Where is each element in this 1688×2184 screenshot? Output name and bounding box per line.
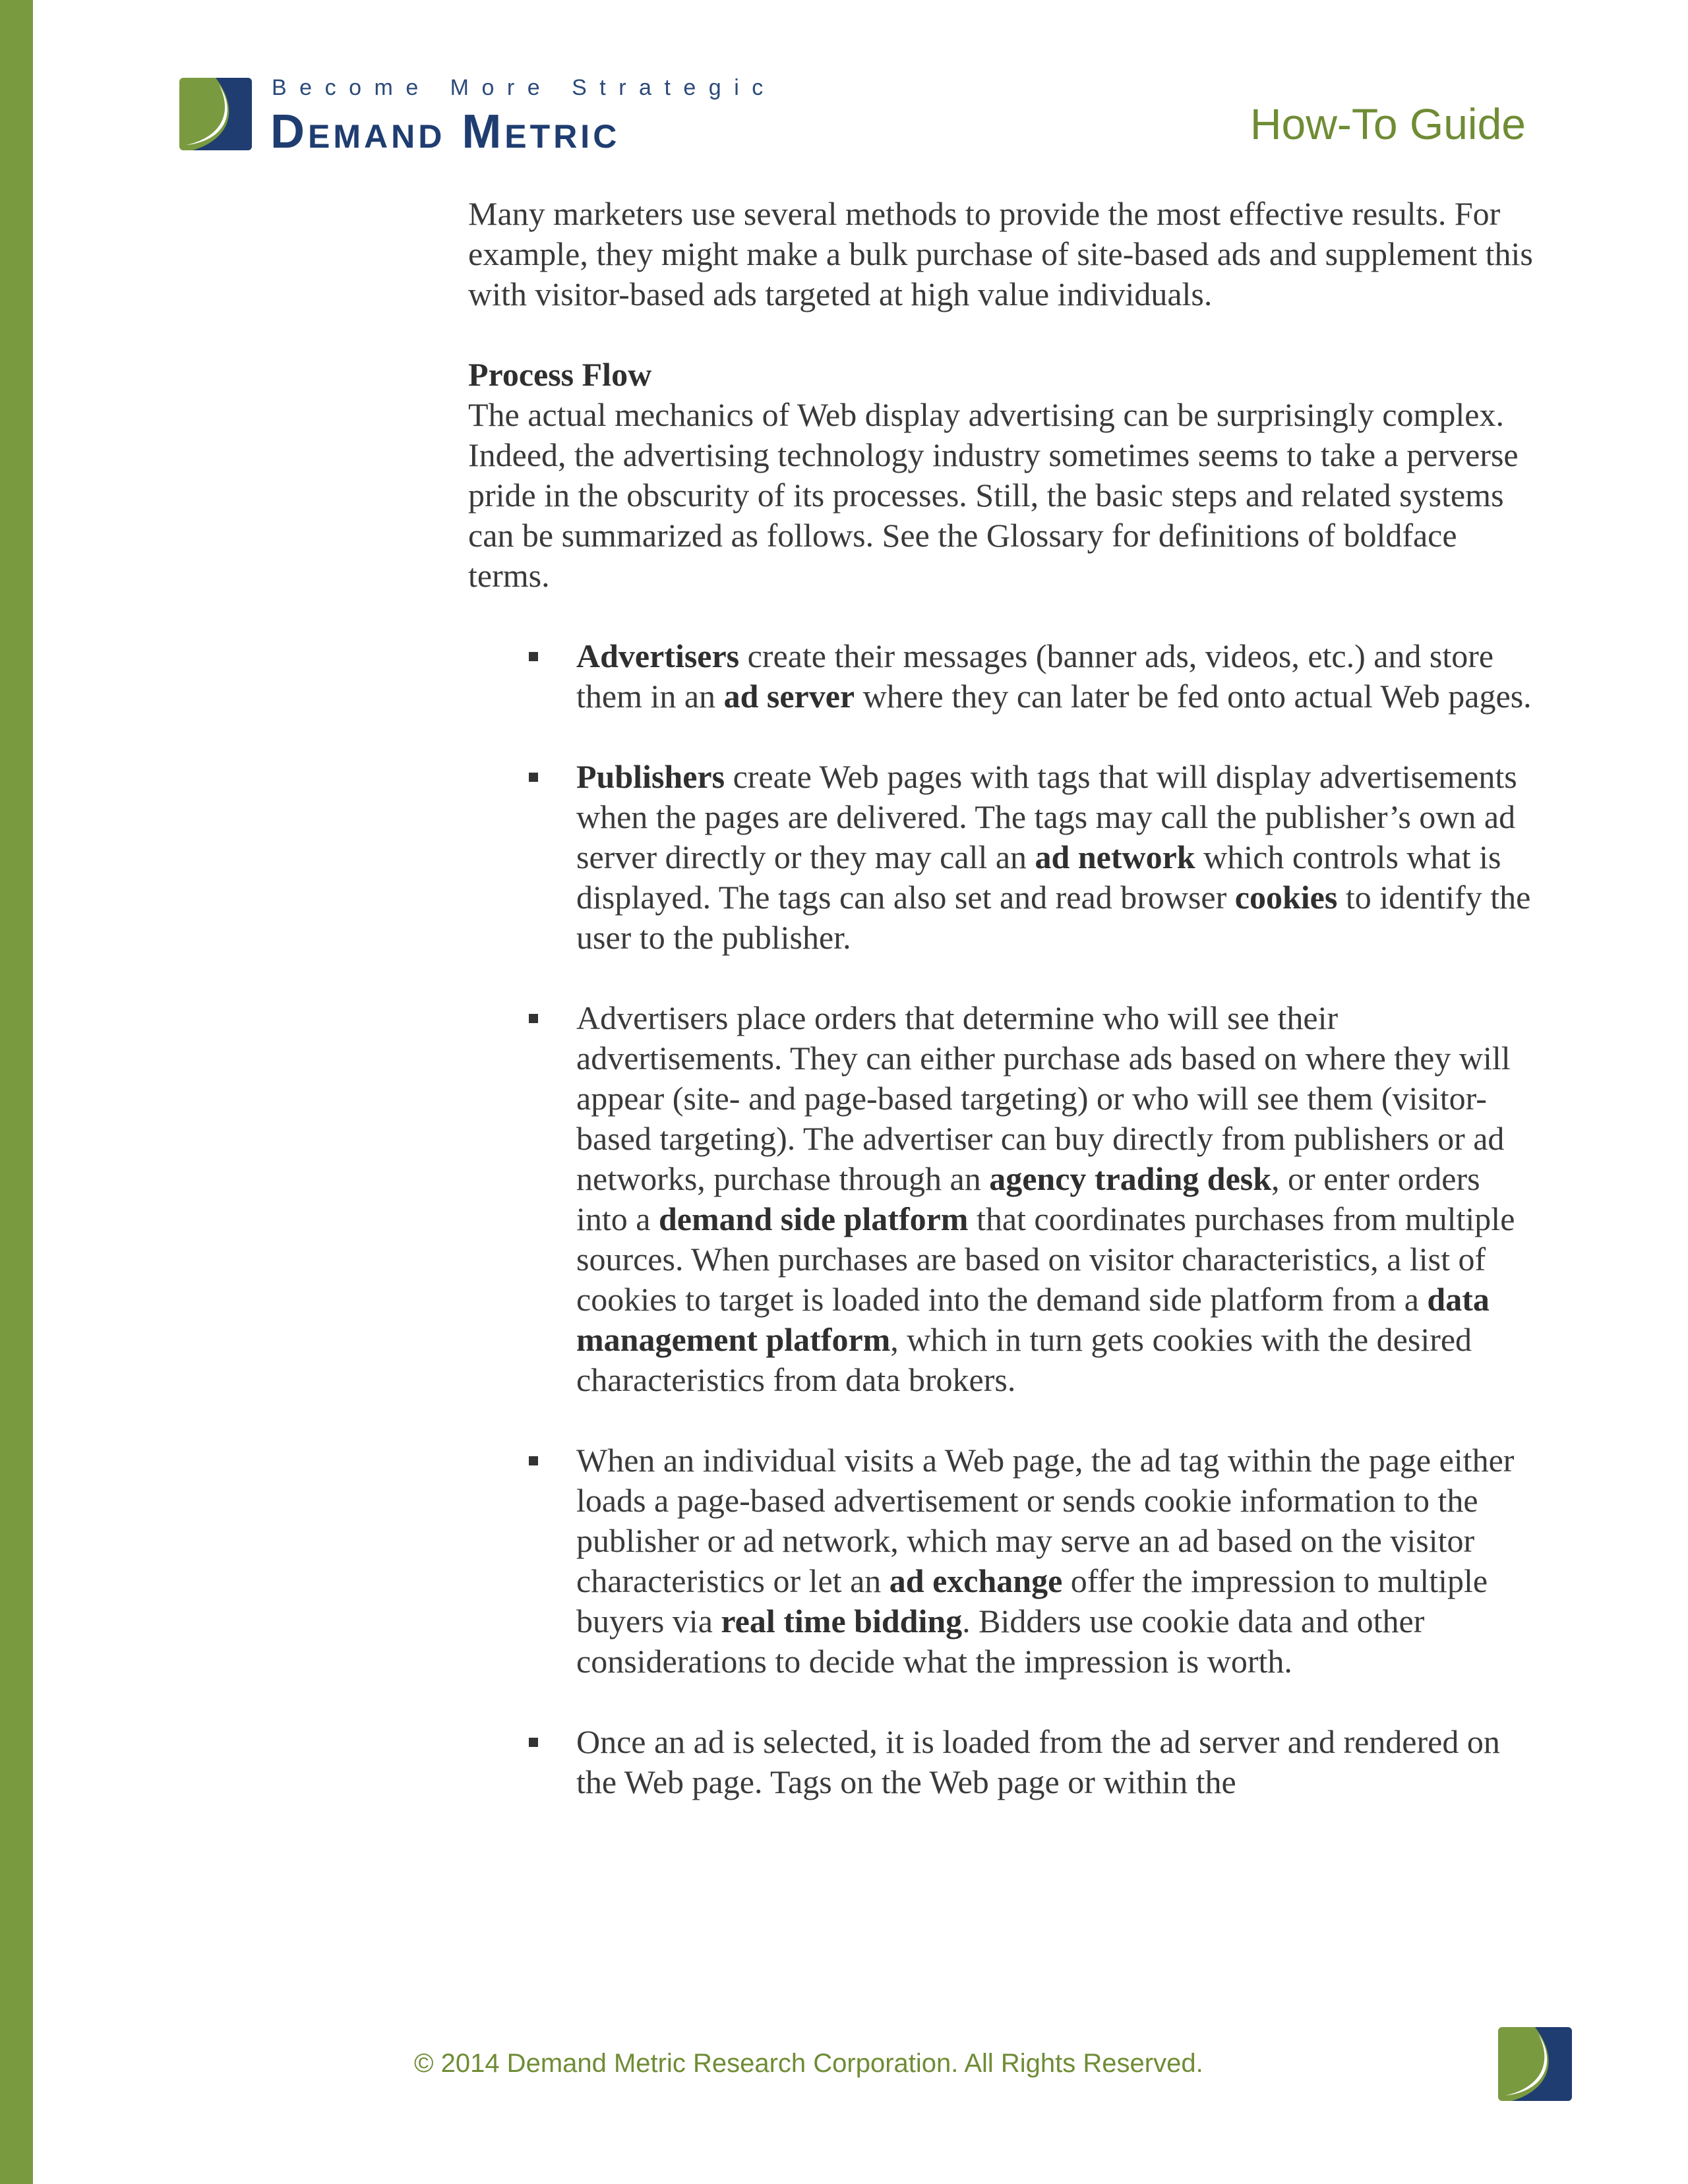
process-flow-section [468, 355, 1536, 596]
bold-term: demand side platform [658, 1200, 969, 1237]
list-item [468, 998, 1536, 1400]
bold-term: Advertisers [576, 637, 740, 674]
bold-term: Publishers [576, 758, 725, 795]
bullet-marker-icon [529, 773, 538, 782]
document-body [468, 194, 1536, 1843]
bullet-marker-icon [529, 652, 538, 661]
intro-paragraph: Many marketers use several methods to provide the most effective results. For example, they might make a bulk purchase of site-based ads and supplement this with visitor-based ads targeted at high value individuals. [468, 195, 1533, 312]
text-segment: where they can later be fed onto actual Web pages. [855, 678, 1532, 715]
footer-copyright: © 2014 Demand Metric Research Corporation. All Rights Reserved. [414, 2049, 1203, 2078]
footer-logo-icon [1498, 2026, 1572, 2102]
bold-term: data management platform [576, 1281, 1490, 1358]
list-item [468, 636, 1536, 717]
bold-term: agency trading desk [989, 1160, 1272, 1197]
brand-name: Demand Metric [270, 105, 620, 158]
bold-term: ad network [1035, 839, 1195, 875]
text-segment: create Web pages with tags that will display advertisements when the pages are delivered. The tags may call the publisher’s own ad server directly or they may call an [576, 758, 1517, 875]
list-item [468, 1440, 1536, 1682]
left-accent-bar [0, 0, 33, 2184]
text-segment: to identify the user to the publisher. [576, 879, 1531, 956]
section-paragraph: The actual mechanics of Web display advertising can be surprisingly complex. Indeed, the advertising technology industry sometimes seems to take a perverse pride in the obscurity of its processes. Still, the basic steps and related systems can be summarized as follows. See the Glossary for definitions of boldface terms. [468, 396, 1519, 594]
document-type-label: How-To Guide [1250, 100, 1526, 148]
brand-tagline: Become More Strategic [272, 75, 776, 100]
bold-term: cookies [1234, 879, 1338, 916]
text-segment: offer the impression to multiple buyers via [576, 1562, 1488, 1639]
text-segment: , which in turn gets cookies with the desired characteristics from data brokers. [576, 1321, 1472, 1398]
section-heading: Process Flow [468, 356, 652, 393]
text-segment: When an individual visits a Web page, the ad tag within the page either loads a page-based advertisement or sends cookie information to the publisher or ad network, which may serve an ad based on the visitor characteristics or let an [576, 1442, 1515, 1599]
text-segment: . Bidders use cookie data and other considerations to decide what the impression is worth. [576, 1603, 1425, 1680]
text-segment: , or enter orders into a [576, 1160, 1480, 1237]
bold-term: real time bidding [721, 1603, 963, 1639]
demand-metric-logo-icon [179, 78, 252, 150]
text-segment: Once an ad is selected, it is loaded from the ad server and rendered on the Web page. Tags on the Web page or within the [576, 1723, 1500, 1800]
text-segment: Advertisers place orders that determine who will see their advertisements. They can either purchase ads based on where they will appear (site- and page-based targeting) or who will see them (visitor-based targeting). The advertiser can buy directly from publishers or ad networks, purchase through an [576, 999, 1511, 1197]
bullet-marker-icon [529, 1738, 538, 1747]
bullet-marker-icon [529, 1456, 538, 1465]
text-segment: create their messages (banner ads, videos, etc.) and store them in an [576, 637, 1494, 715]
list-item [468, 757, 1536, 958]
text-segment: that coordinates purchases from multiple sources. When purchases are based on visitor characteristics, a list of cookies to target is loaded into the demand side platform from a [576, 1200, 1515, 1318]
bold-term: ad server [723, 678, 855, 715]
bold-term: ad exchange [889, 1562, 1063, 1599]
text-segment: which controls what is displayed. The tags can also set and read browser [576, 839, 1501, 916]
bullet-list [468, 636, 1536, 1802]
bullet-marker-icon [529, 1014, 538, 1023]
list-item [468, 1722, 1536, 1802]
